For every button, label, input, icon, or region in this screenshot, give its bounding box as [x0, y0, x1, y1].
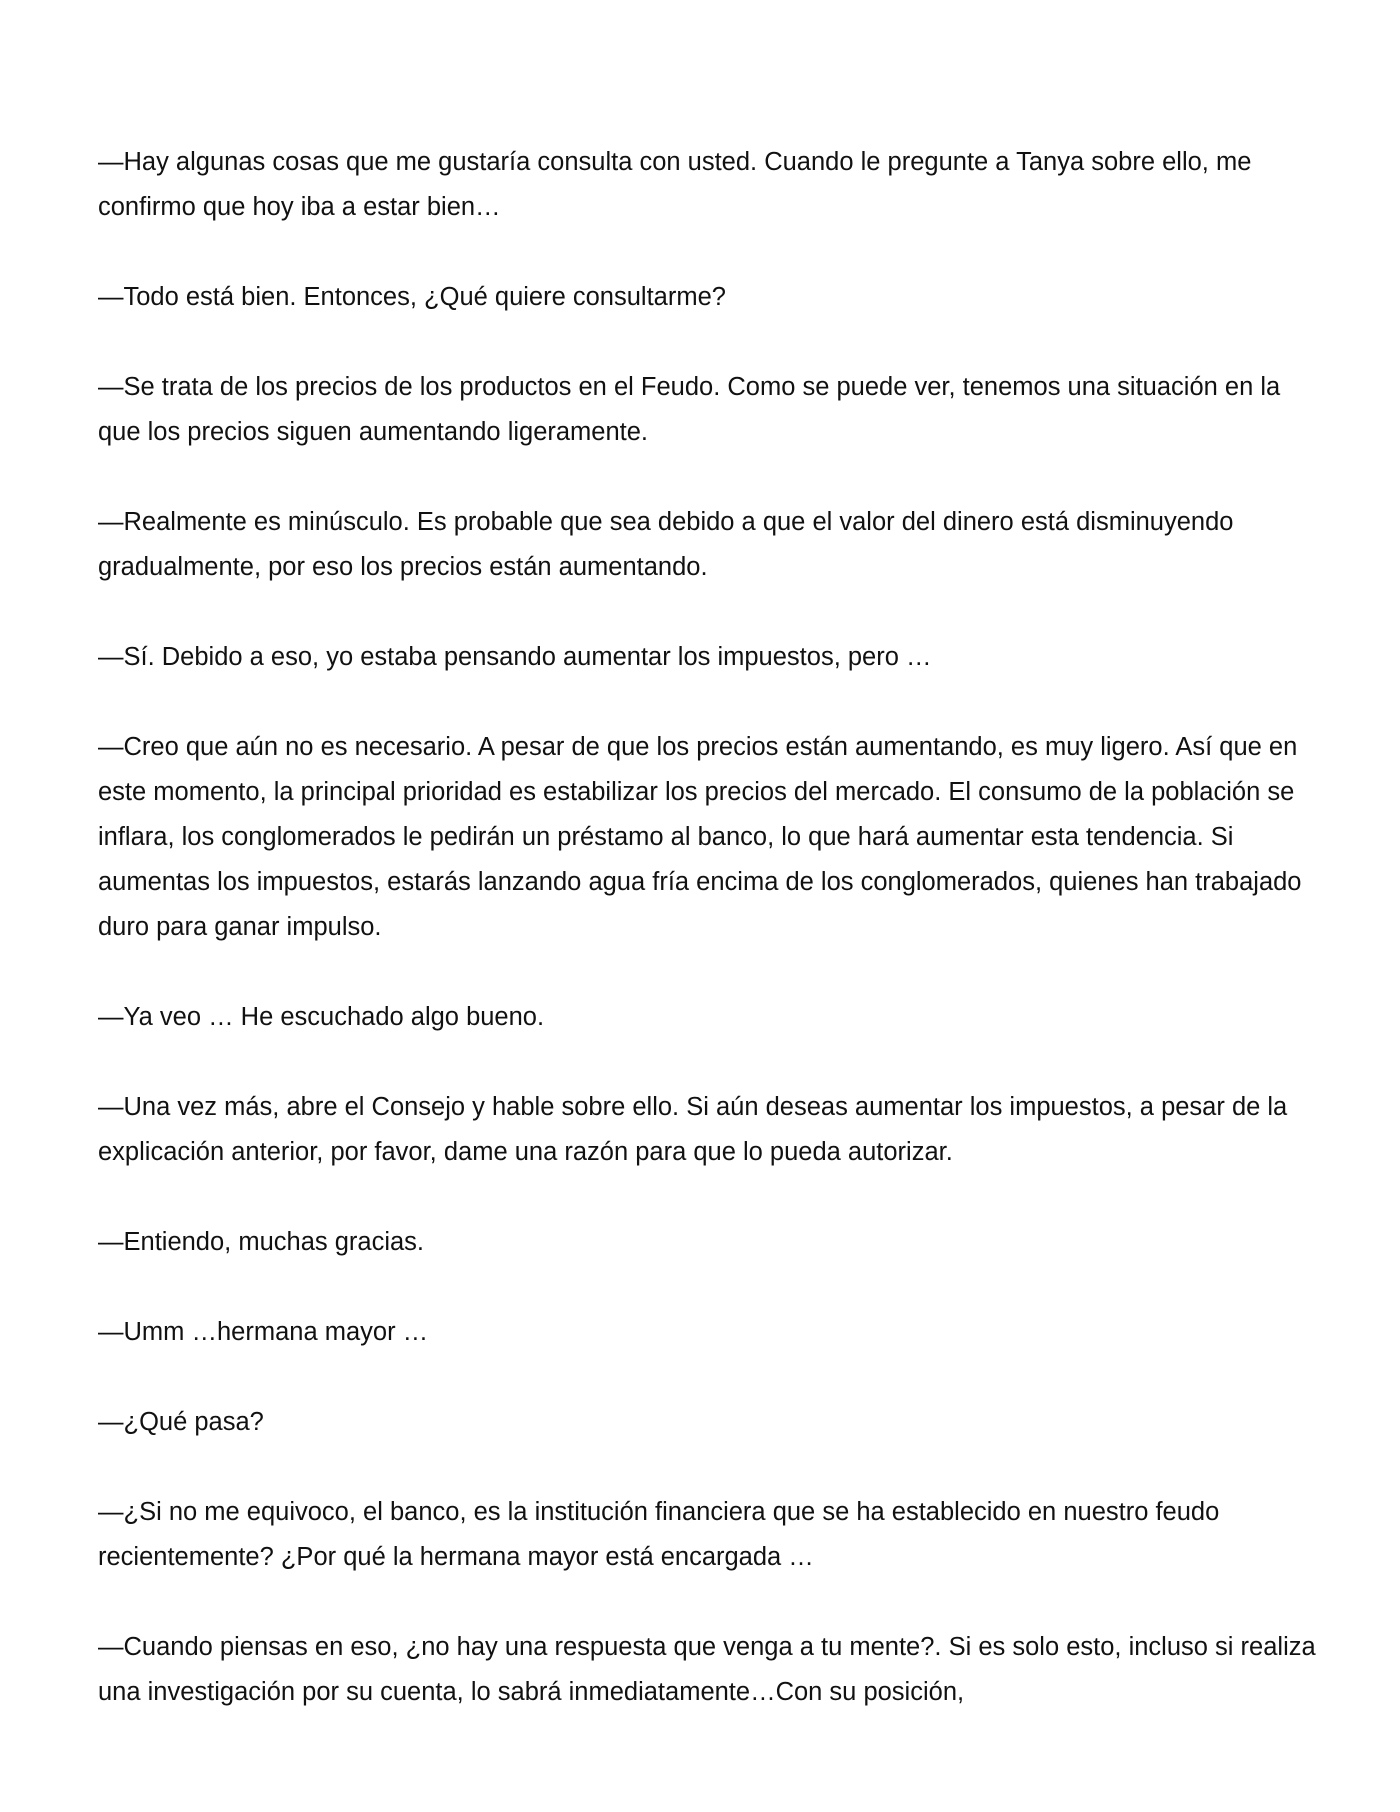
paragraph: —Umm …hermana mayor … — [98, 1318, 429, 1346]
paragraph: —¿Qué pasa? — [98, 1408, 264, 1436]
paragraph: —Entiendo, muchas gracias. — [98, 1228, 424, 1256]
paragraph: —Hay algunas cosas que me gustaría consulta con usted. Cuando le pregunte a Tanya sobre ello, me confirmo que hoy iba a estar bien… — [98, 148, 1252, 221]
document-body — [98, 140, 1328, 1715]
paragraph: —Ya veo … He escuchado algo bueno. — [98, 1003, 545, 1031]
paragraph: —Todo está bien. Entonces, ¿Qué quiere consultarme? — [98, 283, 726, 311]
paragraph: —Se trata de los precios de los productos en el Feudo. Como se puede ver, tenemos una situación en la que los precios siguen aumentando ligeramente. — [98, 373, 1281, 446]
paragraph: —¿Si no me equivoco, el banco, es la institución financiera que se ha establecido en nuestro feudo recientemente? ¿Por qué la hermana mayor está encargada … — [98, 1498, 1220, 1571]
paragraph: —Sí. Debido a eso, yo estaba pensando aumentar los impuestos, pero … — [98, 643, 932, 671]
paragraph: —Creo que aún no es necesario. A pesar de que los precios están aumentando, es muy ligero. Así que en este momento, la principal prioridad es estabilizar los precios del mercado. El consumo de la población se inflara, los conglomerados le pedirán un préstamo al banco, lo que hará aumentar esta tendencia. Si aumentas los impuestos, estarás lanzando agua fría encima de los conglomerados, quienes han trabajado duro para ganar impulso. — [98, 733, 1302, 941]
paragraph: —Realmente es minúsculo. Es probable que sea debido a que el valor del dinero está disminuyendo gradualmente, por eso los precios están aumentando. — [98, 508, 1234, 581]
paragraph: —Cuando piensas en eso, ¿no hay una respuesta que venga a tu mente?. Si es solo esto, incluso si realiza una investigación por su cuenta, lo sabrá inmediatamente…Con su posición, — [98, 1633, 1316, 1706]
paragraph: —Una vez más, abre el Consejo y hable sobre ello. Si aún deseas aumentar los impuestos, a pesar de la explicación anterior, por favor, dame una razón para que lo pueda autorizar. — [98, 1093, 1288, 1166]
